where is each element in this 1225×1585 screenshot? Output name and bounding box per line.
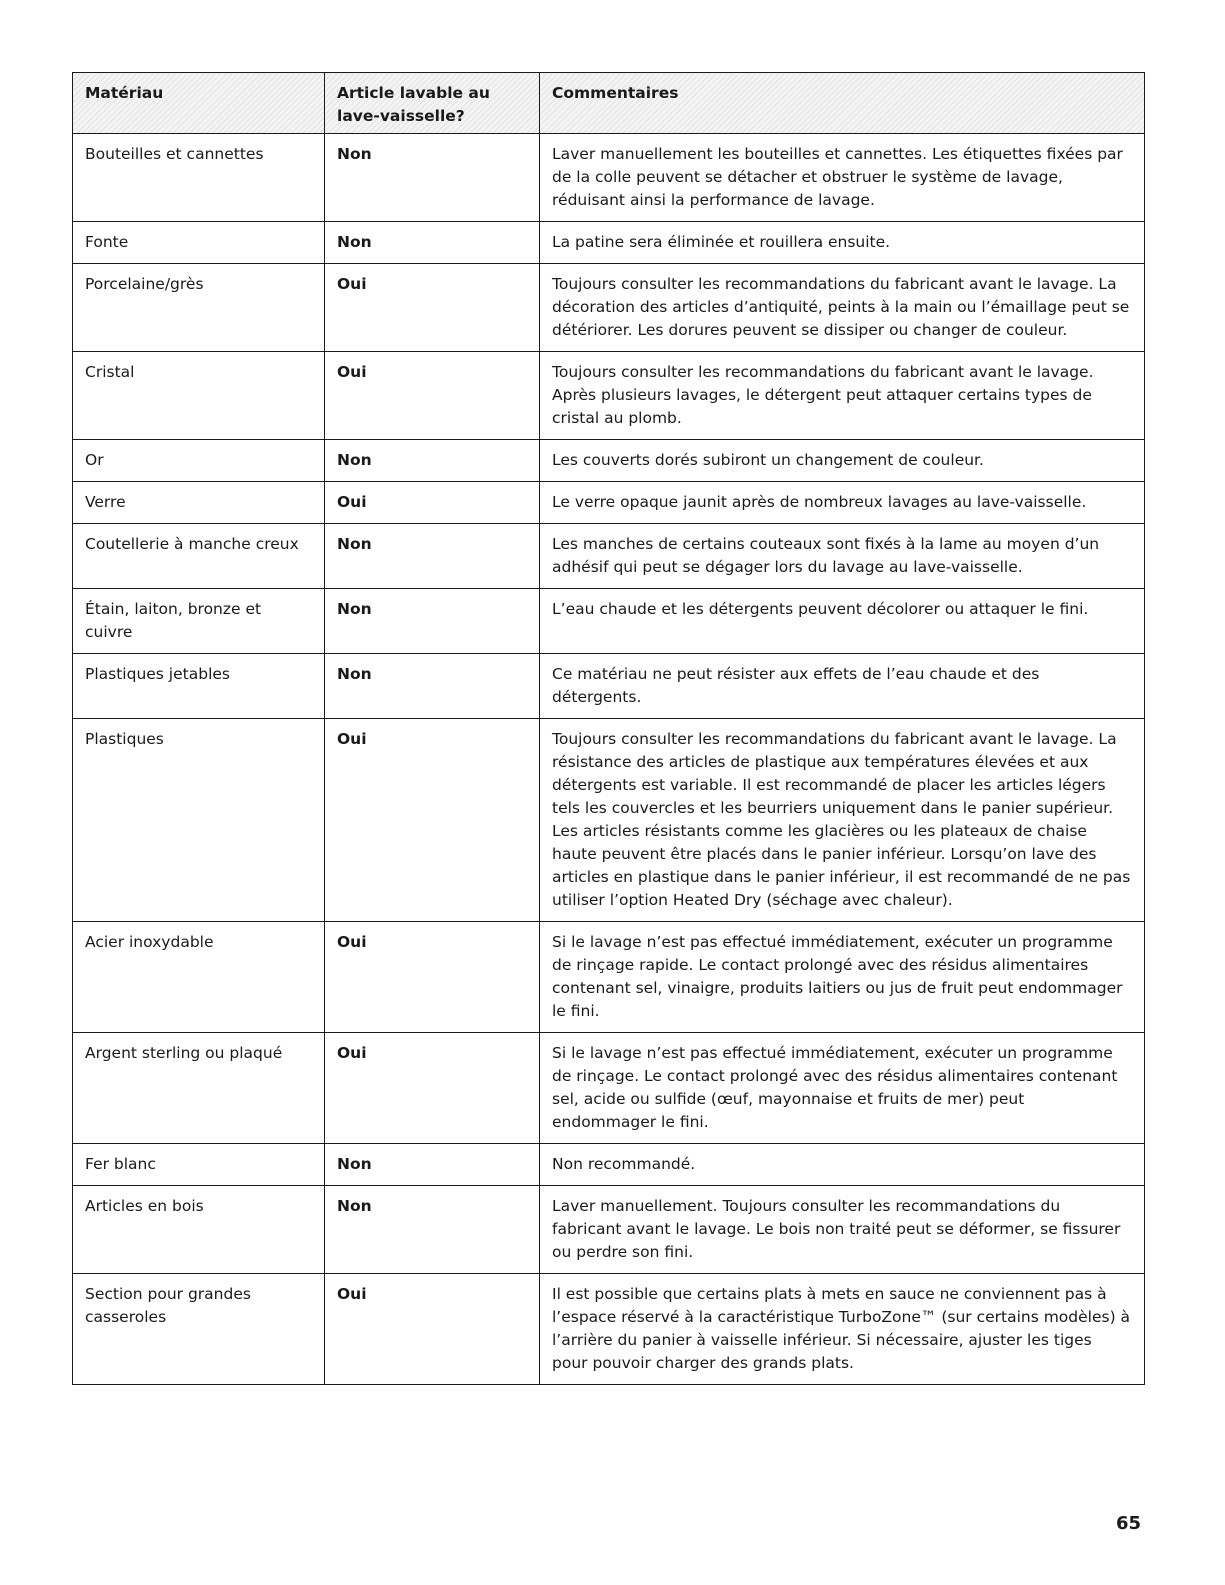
table-row xyxy=(73,1186,1145,1274)
cell-comment: Non recommandé. xyxy=(540,1144,1145,1186)
cell-material: Fonte xyxy=(73,222,325,264)
cell-comment: Laver manuellement. Toujours consulter les recommandations du fabricant avant le lavage. Le bois non traité peut se déformer, se fissurer ou perdre son fini. xyxy=(540,1186,1145,1274)
cell-material: Acier inoxydable xyxy=(73,922,325,1033)
cell-comment: Toujours consulter les recommandations du fabricant avant le lavage. La décoration des articles d’antiquité, peints à la main ou l’émaillage peut se détériorer. Les dorures peuvent se dissiper ou changer de couleur. xyxy=(540,264,1145,352)
table-row xyxy=(73,654,1145,719)
cell-comment: Le verre opaque jaunit après de nombreux lavages au lave-vaisselle. xyxy=(540,482,1145,524)
table-row xyxy=(73,134,1145,222)
table-row xyxy=(73,719,1145,922)
cell-material: Étain, laiton, bronze et cuivre xyxy=(73,589,325,654)
cell-material: Porcelaine/grès xyxy=(73,264,325,352)
cell-comment: Les couverts dorés subiront un changement de couleur. xyxy=(540,440,1145,482)
cell-material: Argent sterling ou plaqué xyxy=(73,1033,325,1144)
cell-comment: Toujours consulter les recommandations du fabricant avant le lavage. La résistance des articles de plastique aux températures élevées et aux détergents est variable. Il est recommandé de placer les articles légers tels les couvercles et les beurriers uniquement dans le panier supérieur. Les articles résistants comme les glacières ou les plateaux de chaise haute peuvent être placés dans le panier inférieur. Lorsqu’on lave des articles en plastique dans le panier inférieur, il est recommandé de ne pas utiliser l’option Heated Dry (séchage avec chaleur). xyxy=(540,719,1145,922)
cell-material: Section pour grandes casseroles xyxy=(73,1274,325,1385)
header-material: Matériau xyxy=(73,73,325,134)
table-row xyxy=(73,222,1145,264)
header-washable: Article lavable au lave-vaisselle? xyxy=(325,73,540,134)
table-row xyxy=(73,264,1145,352)
cell-washable: Oui xyxy=(325,352,540,440)
cell-washable: Oui xyxy=(325,1274,540,1385)
cell-material: Plastiques xyxy=(73,719,325,922)
cell-material: Cristal xyxy=(73,352,325,440)
cell-washable: Oui xyxy=(325,482,540,524)
cell-material: Plastiques jetables xyxy=(73,654,325,719)
cell-comment: Les manches de certains couteaux sont fixés à la lame au moyen d’un adhésif qui peut se dégager lors du lavage au lave-vaisselle. xyxy=(540,524,1145,589)
cell-washable: Non xyxy=(325,1186,540,1274)
cell-washable: Non xyxy=(325,222,540,264)
cell-comment: Si le lavage n’est pas effectué immédiatement, exécuter un programme de rinçage. Le contact prolongé avec des résidus alimentaires contenant sel, acide ou sulfide (œuf, mayonnaise et fruits de mer) peut endommager le fini. xyxy=(540,1033,1145,1144)
cell-comment: Laver manuellement les bouteilles et cannettes. Les étiquettes fixées par de la colle peuvent se détacher et obstruer le système de lavage, réduisant ainsi la performance de lavage. xyxy=(540,134,1145,222)
table-row xyxy=(73,1144,1145,1186)
cell-washable: Non xyxy=(325,1144,540,1186)
cell-comment: Si le lavage n’est pas effectué immédiatement, exécuter un programme de rinçage rapide. Le contact prolongé avec des résidus alimentaires contenant sel, vinaigre, produits laitiers ou jus de fruit peut endommager le fini. xyxy=(540,922,1145,1033)
cell-comment: Ce matériau ne peut résister aux effets de l’eau chaude et des détergents. xyxy=(540,654,1145,719)
cell-material: Or xyxy=(73,440,325,482)
cell-comment: L’eau chaude et les détergents peuvent décolorer ou attaquer le fini. xyxy=(540,589,1145,654)
table-row xyxy=(73,440,1145,482)
cell-material: Articles en bois xyxy=(73,1186,325,1274)
cell-material: Coutellerie à manche creux xyxy=(73,524,325,589)
table-row xyxy=(73,589,1145,654)
cell-washable: Oui xyxy=(325,922,540,1033)
materials-table xyxy=(72,72,1145,1385)
table-header-row xyxy=(73,73,1145,134)
cell-comment: Il est possible que certains plats à mets en sauce ne conviennent pas à l’espace réservé à la caractéristique TurboZone™ (sur certains modèles) à l’arrière du panier à vaisselle inférieur. Si nécessaire, ajuster les tiges pour pouvoir charger des grands plats. xyxy=(540,1274,1145,1385)
cell-washable: Non xyxy=(325,589,540,654)
table-row xyxy=(73,482,1145,524)
cell-washable: Non xyxy=(325,654,540,719)
cell-material: Bouteilles et cannettes xyxy=(73,134,325,222)
table-row xyxy=(73,922,1145,1033)
cell-material: Verre xyxy=(73,482,325,524)
table-row xyxy=(73,1033,1145,1144)
cell-washable: Non xyxy=(325,440,540,482)
cell-comment: Toujours consulter les recommandations du fabricant avant le lavage. Après plusieurs lavages, le détergent peut attaquer certains types de cristal au plomb. xyxy=(540,352,1145,440)
table-row xyxy=(73,352,1145,440)
materials-table-container xyxy=(72,72,1144,1385)
cell-washable: Non xyxy=(325,524,540,589)
table-row xyxy=(73,1274,1145,1385)
cell-material: Fer blanc xyxy=(73,1144,325,1186)
cell-comment: La patine sera éliminée et rouillera ensuite. xyxy=(540,222,1145,264)
cell-washable: Oui xyxy=(325,264,540,352)
header-comments: Commentaires xyxy=(540,73,1145,134)
page-number: 65 xyxy=(1115,1513,1141,1534)
cell-washable: Non xyxy=(325,134,540,222)
table-row xyxy=(73,524,1145,589)
cell-washable: Oui xyxy=(325,1033,540,1144)
cell-washable: Oui xyxy=(325,719,540,922)
